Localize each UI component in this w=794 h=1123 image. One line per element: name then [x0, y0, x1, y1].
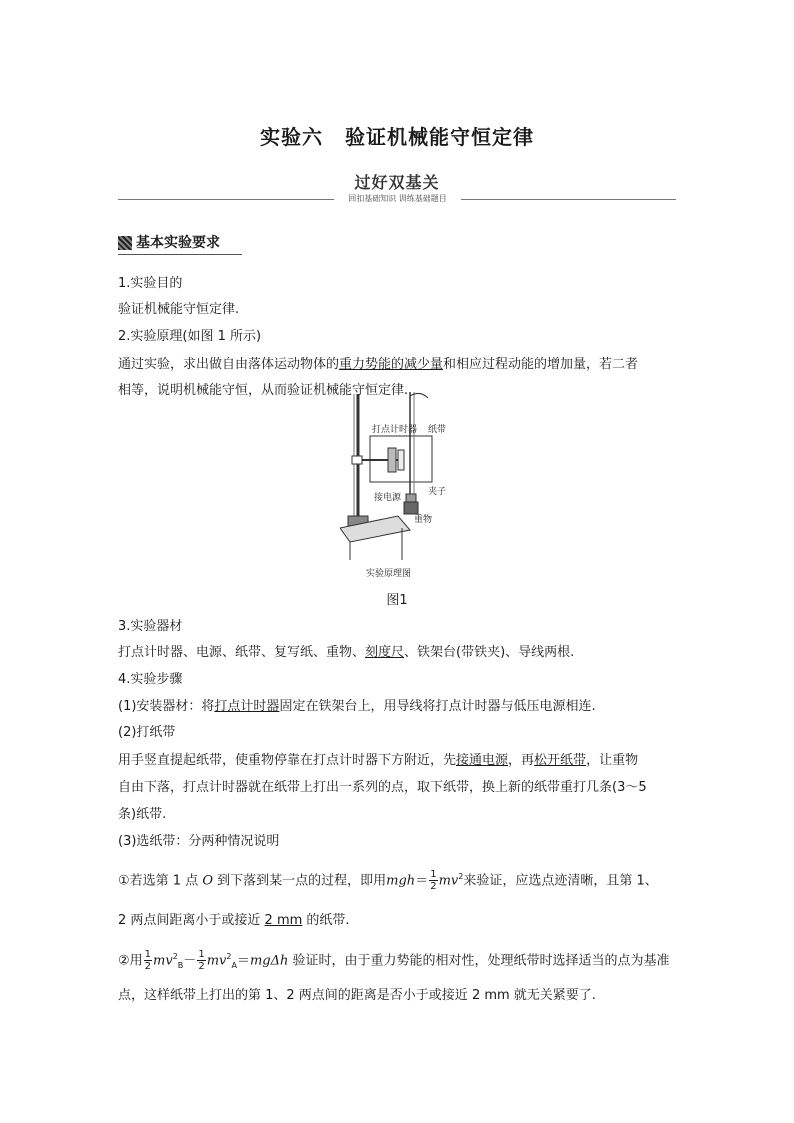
title-topic: 验证机械能守恒定律 [345, 125, 534, 149]
text-equipment: 打点计时器、电源、纸带、复写纸、重物、刻度尺、铁架台(带铁夹)、导线两根. [118, 645, 575, 660]
text-step2-line1: 用手竖直提起纸带，使重物停靠在打点计时器下方附近，先接通电源，再松开纸带，让重物 [118, 753, 639, 768]
title-chapter: 实验六 [260, 125, 323, 149]
heading-principle: 2.实验原理(如图 1 所示) [118, 329, 262, 344]
fraction-half: $\frac{1}{2}$ [198, 949, 205, 973]
text-case2-line1: ②用 $\frac{1}{2}$ $mv^2_B-$ $\frac{1}{2}$ $mv^2_A=mg\Delta h$ 验证时，由于重力势能的相对性，处理纸带时选择适当的点为基准 [118, 949, 670, 973]
figure-inner-caption: 实验原理图 [366, 569, 412, 579]
heading-step2: (2)打纸带 [118, 725, 176, 740]
figure-label-clip: 夹子 [428, 487, 447, 497]
page-title [0, 121, 794, 150]
figure-label-timer: 打点计时器 [372, 425, 418, 435]
section-underline [118, 254, 242, 255]
underlined-term: 2 mm [264, 913, 303, 928]
section-banner [118, 170, 676, 210]
banner-rule-right [461, 199, 676, 200]
underlined-term: 接通电源 [456, 753, 509, 768]
text-case1-line2: 2 两点间距离小于或接近 2 mm 的纸带. [118, 913, 350, 928]
text-principle-line1: 通过实验，求出做自由落体运动物体的重力势能的减少量和相应过程动能的增加量，若二者 [118, 357, 639, 372]
banner-subtitle: 回扣基础知识 训练基础题目 [348, 194, 447, 203]
text-principle-line2: 相等，说明机械能守恒，从而验证机械能守恒定律. [118, 383, 409, 398]
text-case2-line2: 点，这样纸带上打出的第 1、2 两点间的距离是否小于或接近 2 mm 就无关紧要了. [118, 988, 596, 1003]
section-heading: 基本实验要求 [136, 235, 220, 251]
figure-caption: 图1 [386, 593, 408, 608]
text-step2-line2: 自由下落，打点计时器就在纸带上打出一系列的点，取下纸带，换上新的纸带重打几条(3～5 [118, 780, 647, 795]
banner-heading: 过好双基关 [354, 173, 440, 192]
heading-equipment: 3.实验器材 [118, 619, 183, 634]
fraction-half: $\frac{1}{2}$ [144, 949, 152, 973]
underlined-term: 重力势能的减少量 [339, 357, 444, 372]
heading-purpose: 1.实验目的 [118, 276, 183, 291]
text-step2-line3: 条)纸带. [118, 807, 167, 822]
figure-label-tape: 纸带 [428, 425, 447, 435]
text-purpose: 验证机械能守恒定律. [118, 302, 240, 317]
text-step1: (1)安装器材：将打点计时器固定在铁架台上，用导线将打点计时器与低压电源相连. [118, 699, 596, 714]
section-header [118, 232, 242, 256]
section-marker-icon [118, 236, 132, 250]
heading-steps: 4.实验步骤 [118, 672, 183, 687]
heading-step3: (3)选纸带：分两种情况说明 [118, 834, 280, 849]
figure-label-weight: 重物 [414, 515, 433, 525]
underlined-term: 松开纸带 [534, 753, 587, 768]
text-case1-line1: ①若选第 1 点 O 到下落到某一点的过程，即用mgh＝ $\frac{1}{2}$ $mv^2$来验证，应选点迹清晰，且第 1、 [118, 869, 658, 893]
banner-rule-left [118, 199, 334, 200]
experiment-apparatus-figure [340, 392, 458, 582]
fraction-half: $\frac{1}{2}$ [430, 869, 437, 893]
underlined-term: 刻度尺 [365, 645, 405, 660]
figure-label-power: 接电源 [374, 493, 402, 503]
underlined-term: 打点计时器 [214, 699, 280, 714]
